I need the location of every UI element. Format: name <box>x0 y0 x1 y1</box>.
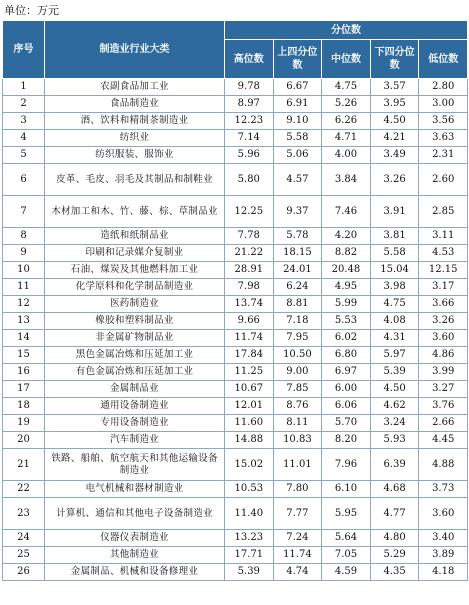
value-high: 15.02 <box>225 449 274 481</box>
value-median: 6.10 <box>322 481 371 498</box>
value-upper-quartile: 8.81 <box>273 296 322 313</box>
value-upper-quartile: 7.24 <box>273 530 322 547</box>
table-row <box>3 547 468 564</box>
industry-name: 印刷和记录媒介复制业 <box>45 245 225 262</box>
value-median: 5.64 <box>322 530 371 547</box>
value-low: 4.18 <box>419 564 468 581</box>
value-lower-quartile: 3.24 <box>370 415 419 432</box>
value-high: 9.78 <box>225 79 274 96</box>
value-lower-quartile: 3.26 <box>370 164 419 196</box>
industry-name: 造纸和纸制品业 <box>45 228 225 245</box>
row-number: 19 <box>3 415 45 432</box>
table-row <box>3 347 468 364</box>
value-upper-quartile: 4.57 <box>273 164 322 196</box>
value-lower-quartile: 4.75 <box>370 296 419 313</box>
row-number: 23 <box>3 498 45 530</box>
value-lower-quartile: 4.08 <box>370 313 419 330</box>
value-high: 28.91 <box>225 262 274 279</box>
table-row <box>3 398 468 415</box>
value-lower-quartile: 3.98 <box>370 279 419 296</box>
value-upper-quartile: 7.18 <box>273 313 322 330</box>
value-median: 7.46 <box>322 196 371 228</box>
header-industry: 制造业行业大类 <box>45 21 225 79</box>
value-high: 17.84 <box>225 347 274 364</box>
value-median: 4.71 <box>322 130 371 147</box>
value-high: 11.74 <box>225 330 274 347</box>
value-median: 6.00 <box>322 381 371 398</box>
row-number: 11 <box>3 279 45 296</box>
value-median: 4.59 <box>322 564 371 581</box>
value-upper-quartile: 6.24 <box>273 279 322 296</box>
table-row <box>3 313 468 330</box>
industry-name: 计算机、通信和其他电子设备制造业 <box>45 498 225 530</box>
value-high: 11.25 <box>225 364 274 381</box>
row-number: 18 <box>3 398 45 415</box>
value-lower-quartile: 5.93 <box>370 432 419 449</box>
value-low: 4.86 <box>419 347 468 364</box>
value-high: 12.25 <box>225 196 274 228</box>
value-low: 3.63 <box>419 130 468 147</box>
table-row <box>3 245 468 262</box>
value-high: 10.53 <box>225 481 274 498</box>
table-row <box>3 147 468 164</box>
table-row <box>3 449 468 481</box>
value-high: 7.14 <box>225 130 274 147</box>
row-number: 10 <box>3 262 45 279</box>
table-row <box>3 196 468 228</box>
value-low: 3.99 <box>419 364 468 381</box>
value-median: 5.53 <box>322 313 371 330</box>
value-upper-quartile: 10.83 <box>273 432 322 449</box>
row-number: 21 <box>3 449 45 481</box>
table-row <box>3 564 468 581</box>
value-low: 2.80 <box>419 79 468 96</box>
row-number: 15 <box>3 347 45 364</box>
row-number: 7 <box>3 196 45 228</box>
table-row <box>3 228 468 245</box>
row-number: 25 <box>3 547 45 564</box>
table-row <box>3 415 468 432</box>
value-low: 3.26 <box>419 313 468 330</box>
industry-name: 酒、饮料和精制茶制造业 <box>45 113 225 130</box>
industry-name: 电气机械和器材制造业 <box>45 481 225 498</box>
value-upper-quartile: 8.11 <box>273 415 322 432</box>
row-number: 14 <box>3 330 45 347</box>
value-low: 2.31 <box>419 147 468 164</box>
header-percentile-group: 分位数 <box>225 21 468 40</box>
industry-name: 纺织服装、服饰业 <box>45 147 225 164</box>
value-upper-quartile: 6.67 <box>273 79 322 96</box>
value-high: 17.71 <box>225 547 274 564</box>
table-row <box>3 279 468 296</box>
value-upper-quartile: 5.58 <box>273 130 322 147</box>
table-row <box>3 530 468 547</box>
table-row <box>3 498 468 530</box>
value-upper-quartile: 11.74 <box>273 547 322 564</box>
value-low: 2.85 <box>419 196 468 228</box>
value-high: 5.39 <box>225 564 274 581</box>
value-median: 6.80 <box>322 347 371 364</box>
value-high: 5.80 <box>225 164 274 196</box>
table-row <box>3 262 468 279</box>
row-number: 6 <box>3 164 45 196</box>
industry-name: 纺织业 <box>45 130 225 147</box>
row-number: 8 <box>3 228 45 245</box>
value-high: 21.22 <box>225 245 274 262</box>
row-number: 2 <box>3 96 45 113</box>
value-high: 5.96 <box>225 147 274 164</box>
value-high: 13.23 <box>225 530 274 547</box>
value-upper-quartile: 7.95 <box>273 330 322 347</box>
value-upper-quartile: 10.50 <box>273 347 322 364</box>
row-number: 5 <box>3 147 45 164</box>
table-row <box>3 113 468 130</box>
value-upper-quartile: 24.01 <box>273 262 322 279</box>
table-row <box>3 164 468 196</box>
value-upper-quartile: 9.37 <box>273 196 322 228</box>
value-low: 3.27 <box>419 381 468 398</box>
value-upper-quartile: 8.76 <box>273 398 322 415</box>
value-lower-quartile: 4.35 <box>370 564 419 581</box>
value-median: 5.95 <box>322 498 371 530</box>
value-upper-quartile: 9.00 <box>273 364 322 381</box>
value-median: 8.20 <box>322 432 371 449</box>
value-upper-quartile: 7.80 <box>273 481 322 498</box>
value-upper-quartile: 6.91 <box>273 96 322 113</box>
value-low: 3.00 <box>419 96 468 113</box>
value-lower-quartile: 4.62 <box>370 398 419 415</box>
value-lower-quartile: 3.49 <box>370 147 419 164</box>
value-lower-quartile: 5.97 <box>370 347 419 364</box>
value-median: 6.02 <box>322 330 371 347</box>
value-high: 7.98 <box>225 279 274 296</box>
value-median: 20.48 <box>322 262 371 279</box>
value-upper-quartile: 7.77 <box>273 498 322 530</box>
table-row <box>3 481 468 498</box>
value-median: 3.84 <box>322 164 371 196</box>
value-low: 3.66 <box>419 296 468 313</box>
value-lower-quartile: 6.39 <box>370 449 419 481</box>
industry-name: 金属制品、机械和设备修理业 <box>45 564 225 581</box>
value-upper-quartile: 9.10 <box>273 113 322 130</box>
industry-name: 仪器仪表制造业 <box>45 530 225 547</box>
value-upper-quartile: 4.74 <box>273 564 322 581</box>
industry-name: 其他制造业 <box>45 547 225 564</box>
value-lower-quartile: 4.68 <box>370 481 419 498</box>
row-number: 24 <box>3 530 45 547</box>
table-row <box>3 96 468 113</box>
table-row <box>3 364 468 381</box>
value-upper-quartile: 18.15 <box>273 245 322 262</box>
industry-name: 木材加工和木、竹、藤、棕、草制品业 <box>45 196 225 228</box>
value-low: 2.66 <box>419 415 468 432</box>
value-low: 4.53 <box>419 245 468 262</box>
industry-name: 有色金属冶炼和压延加工业 <box>45 364 225 381</box>
header-median: 中位数 <box>322 40 371 79</box>
row-number: 13 <box>3 313 45 330</box>
value-high: 7.78 <box>225 228 274 245</box>
industry-name: 非金属矿物制品业 <box>45 330 225 347</box>
value-high: 14.88 <box>225 432 274 449</box>
header-lower-quartile: 下四分位数 <box>370 40 419 79</box>
industry-name: 黑色金属冶炼和压延加工业 <box>45 347 225 364</box>
value-upper-quartile: 7.85 <box>273 381 322 398</box>
value-high: 12.23 <box>225 113 274 130</box>
value-low: 2.60 <box>419 164 468 196</box>
value-lower-quartile: 3.95 <box>370 96 419 113</box>
value-lower-quartile: 5.58 <box>370 245 419 262</box>
industry-name: 专用设备制造业 <box>45 415 225 432</box>
row-number: 3 <box>3 113 45 130</box>
value-median: 7.96 <box>322 449 371 481</box>
value-lower-quartile: 5.39 <box>370 364 419 381</box>
value-lower-quartile: 4.21 <box>370 130 419 147</box>
row-number: 20 <box>3 432 45 449</box>
value-lower-quartile: 4.31 <box>370 330 419 347</box>
industry-name: 医药制造业 <box>45 296 225 313</box>
industry-name: 农副食品加工业 <box>45 79 225 96</box>
row-number: 26 <box>3 564 45 581</box>
table-header <box>3 21 468 79</box>
value-high: 12.01 <box>225 398 274 415</box>
value-high: 11.40 <box>225 498 274 530</box>
value-median: 4.75 <box>322 79 371 96</box>
value-low: 4.88 <box>419 449 468 481</box>
unit-label: 单位：万元 <box>4 4 59 17</box>
industry-name: 食品制造业 <box>45 96 225 113</box>
value-median: 8.82 <box>322 245 371 262</box>
table-row <box>3 432 468 449</box>
row-number: 12 <box>3 296 45 313</box>
value-median: 5.70 <box>322 415 371 432</box>
industry-name: 皮革、毛皮、羽毛及其制品和制鞋业 <box>45 164 225 196</box>
value-upper-quartile: 5.78 <box>273 228 322 245</box>
row-number: 22 <box>3 481 45 498</box>
value-lower-quartile: 4.50 <box>370 113 419 130</box>
header-low: 低位数 <box>419 40 468 79</box>
table-row <box>3 130 468 147</box>
value-low: 3.60 <box>419 498 468 530</box>
value-upper-quartile: 5.06 <box>273 147 322 164</box>
value-median: 5.26 <box>322 96 371 113</box>
value-lower-quartile: 4.80 <box>370 530 419 547</box>
table-body <box>3 79 468 581</box>
value-median: 4.95 <box>322 279 371 296</box>
table-row <box>3 296 468 313</box>
value-low: 3.73 <box>419 481 468 498</box>
industry-name: 橡胶和塑料制品业 <box>45 313 225 330</box>
row-number: 1 <box>3 79 45 96</box>
industry-name: 通用设备制造业 <box>45 398 225 415</box>
table-row <box>3 79 468 96</box>
industry-name: 铁路、船舶、航空航天和其他运输设备制造业 <box>45 449 225 481</box>
value-low: 3.40 <box>419 530 468 547</box>
value-lower-quartile: 5.29 <box>370 547 419 564</box>
value-low: 3.56 <box>419 113 468 130</box>
value-median: 6.06 <box>322 398 371 415</box>
value-high: 9.66 <box>225 313 274 330</box>
value-low: 3.76 <box>419 398 468 415</box>
value-high: 13.74 <box>225 296 274 313</box>
row-number: 16 <box>3 364 45 381</box>
industry-name: 汽车制造业 <box>45 432 225 449</box>
value-high: 11.60 <box>225 415 274 432</box>
industry-name: 金属制品业 <box>45 381 225 398</box>
value-median: 4.00 <box>322 147 371 164</box>
value-high: 10.67 <box>225 381 274 398</box>
header-upper-quartile: 上四分位数 <box>273 40 322 79</box>
value-median: 7.05 <box>322 547 371 564</box>
value-high: 8.97 <box>225 96 274 113</box>
value-lower-quartile: 3.81 <box>370 228 419 245</box>
value-median: 5.99 <box>322 296 371 313</box>
value-low: 3.17 <box>419 279 468 296</box>
row-number: 9 <box>3 245 45 262</box>
value-low: 4.45 <box>419 432 468 449</box>
value-median: 6.26 <box>322 113 371 130</box>
value-median: 4.20 <box>322 228 371 245</box>
value-low: 3.11 <box>419 228 468 245</box>
industry-name: 化学原料和化学制品制造业 <box>45 279 225 296</box>
value-lower-quartile: 4.50 <box>370 381 419 398</box>
row-number: 17 <box>3 381 45 398</box>
value-upper-quartile: 11.01 <box>273 449 322 481</box>
header-high: 高位数 <box>225 40 274 79</box>
value-low: 12.15 <box>419 262 468 279</box>
value-median: 6.97 <box>322 364 371 381</box>
value-lower-quartile: 3.91 <box>370 196 419 228</box>
percentile-table <box>2 20 468 581</box>
table-row <box>3 330 468 347</box>
value-low: 3.60 <box>419 330 468 347</box>
row-number: 4 <box>3 130 45 147</box>
value-lower-quartile: 15.04 <box>370 262 419 279</box>
value-lower-quartile: 3.57 <box>370 79 419 96</box>
industry-name: 石油、煤炭及其他燃料加工业 <box>45 262 225 279</box>
header-seq: 序号 <box>3 21 45 79</box>
table-row <box>3 381 468 398</box>
value-low: 3.89 <box>419 547 468 564</box>
value-lower-quartile: 4.77 <box>370 498 419 530</box>
